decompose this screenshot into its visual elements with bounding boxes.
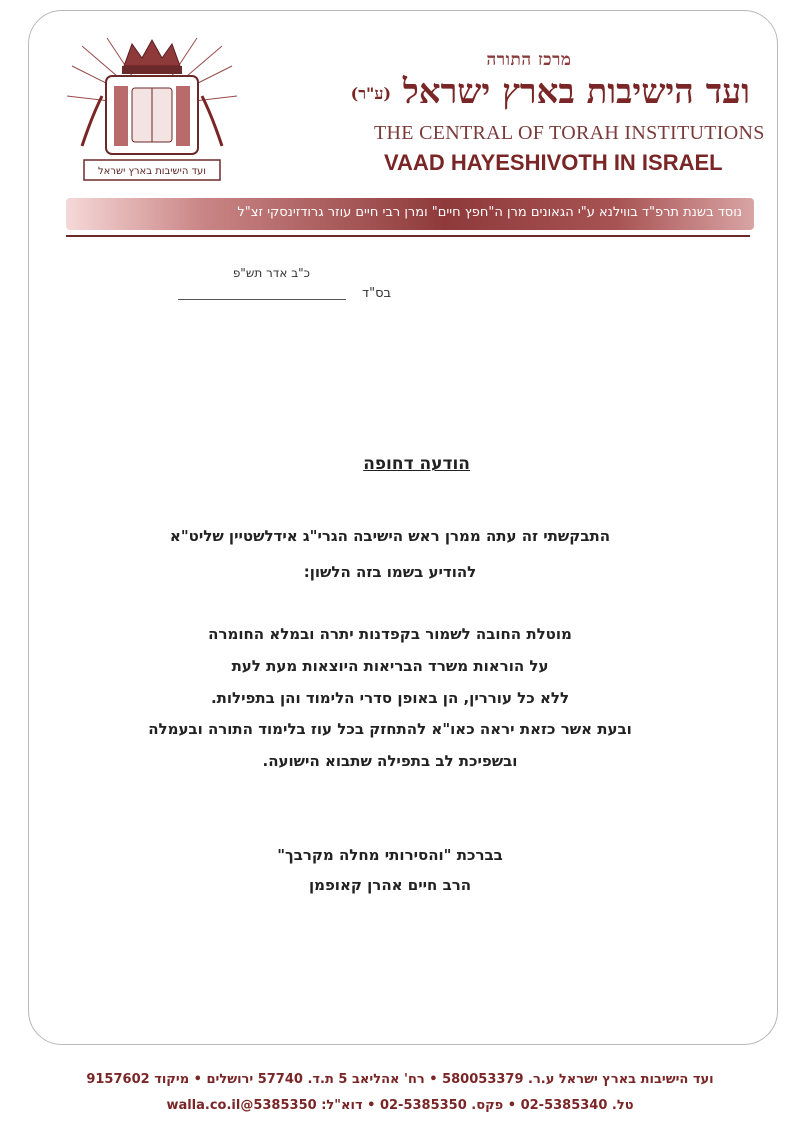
- org-hebrew-abbr: (ע"ר): [350, 84, 392, 103]
- org-hebrew-name: [270, 72, 750, 112]
- signature-name: הרב חיים אהרן קאופמן: [308, 876, 472, 894]
- body-line: התבקשתי זה עתה ממרן ראש הישיבה הגרי"ג אידלשטיין שליט"א: [169, 527, 611, 545]
- date-underline: [178, 299, 346, 300]
- org-small-title: מרכז התורה: [486, 50, 572, 70]
- founding-banner-text: נוסד בשנת תרפ"ד בווילנא ע"י הגאונים מרן ה"חפץ חיים" ומרן רבי חיים עוזר גרודזינסקי זצ"ל: [237, 205, 742, 220]
- body-line: על הוראות משרד הבריאות היוצאות מעת לעת: [231, 657, 549, 675]
- letter-date: כ"ב אדר תש"פ: [232, 266, 310, 280]
- notice-heading: הודעה דחופה: [363, 454, 470, 474]
- org-hebrew-name-text: ועד הישיבות בארץ ישראל: [402, 72, 750, 112]
- organization-emblem-logo: [62, 36, 242, 186]
- closing-blessing: בברכת "והסירותי מחלה מקרבך": [277, 846, 503, 864]
- bsd-mark: בס"ד: [362, 286, 392, 301]
- founding-banner: [66, 198, 754, 230]
- org-english-line2: VAAD HAYESHIVOTH IN ISRAEL: [384, 150, 723, 175]
- footer-address: ועד הישיבות בארץ ישראל ע.ר. 580053379 • רח' אהליאב 5 ת.ד. 57740 ירושלים • מיקוד 9157602: [86, 1072, 714, 1087]
- logo-ribbon-text: ועד הישיבות בארץ ישראל: [98, 166, 206, 177]
- org-english-line1: THE CENTRAL OF TORAH INSTITUTIONS: [374, 122, 765, 144]
- body-line: מוטלת החובה לשמור בקפדנות יתרה ובמלא החומרה: [208, 625, 572, 643]
- footer-contact: טל. 02-5385340 • פקס. 02-5385350 • דוא"ל: 5385350@walla.co.il: [166, 1098, 634, 1113]
- body-line: ללא כל עוררין, הן באופן סדרי הלימוד והן בתפילות.: [210, 689, 570, 707]
- banner-divider: [66, 235, 750, 237]
- body-line: להודיע בשמו בזה הלשון:: [303, 563, 477, 581]
- body-line: ובשפיכת לב בתפילה שתבוא הישועה.: [262, 752, 518, 770]
- body-line: ובעת אשר כזאת יראה כאו"א להתחזק בכל עוז בלימוד התורה ובעמלה: [148, 720, 632, 738]
